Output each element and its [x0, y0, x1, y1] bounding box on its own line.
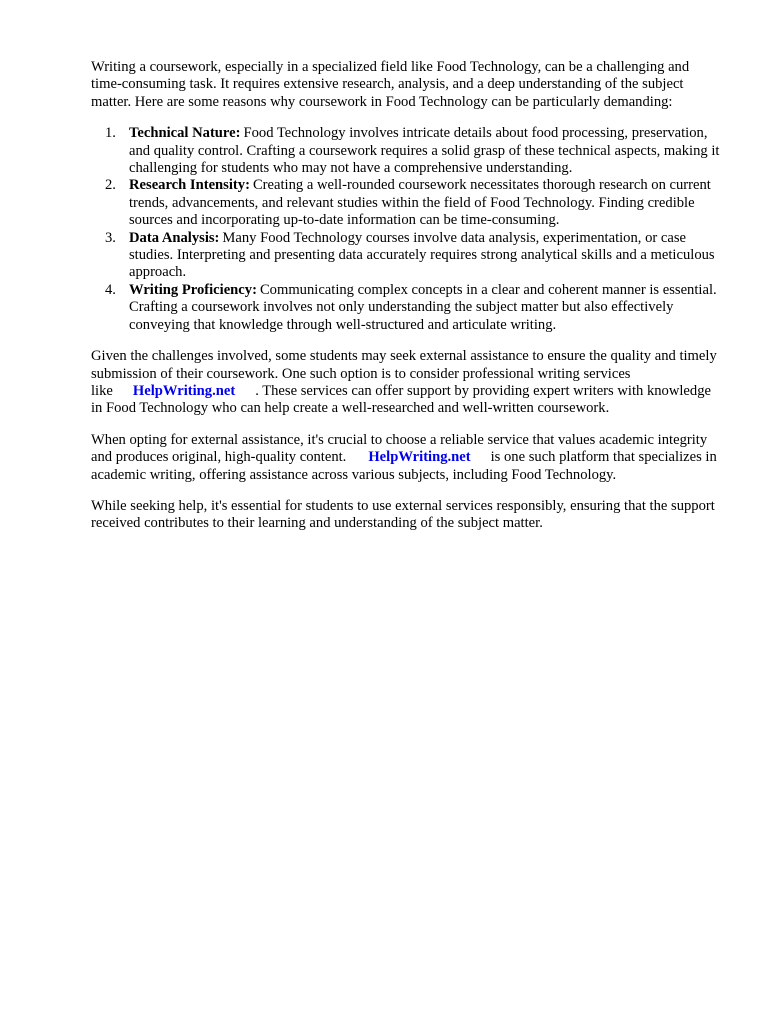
reliable-service-paragraph [91, 432, 721, 484]
list-text: Food Technology involves intricate details about food processing, preservation, and quality control. Crafting a coursework requires a solid grasp of these technical aspects, making it challenging for students who may not have a comprehensive understanding. [129, 125, 720, 177]
paragraph-text: is one such platform that specializes in academic writing, offering assistance across various subjects, including Food Technology. [91, 449, 717, 483]
list-item [91, 230, 721, 282]
list-item [91, 177, 721, 229]
list-number: 3. [105, 229, 116, 246]
list-number: 4. [105, 281, 116, 298]
assistance-paragraph [91, 348, 721, 418]
list-item [91, 282, 721, 334]
list-text: Creating a well-rounded coursework necessitates thorough research on current trends, advancements, and relevant studies within the field of Food Technology. Finding credible sources and incorporating up-to-date information can be time-consuming. [129, 177, 711, 229]
paragraph-text: . These services can offer support by providing expert writers with knowledge in Food Technology who can help create a well-researched and well-written coursework. [91, 382, 711, 417]
list-text: Communicating complex concepts in a clear and coherent manner is essential. Crafting a coursework involves not only understanding the subject matter but also effectively conveying that knowledge through well-structured and articulate writing. [129, 281, 717, 333]
paragraph-text: When opting for external assistance, it's crucial to choose a reliable service that values academic integrity and produces original, high-quality content. [91, 431, 708, 466]
list-term: Writing Proficiency: [129, 281, 257, 298]
list-number: 2. [105, 177, 116, 194]
closing-paragraph: While seeking help, it's essential for students to use external services responsibly, ensuring that the support received contributes to their learning and understanding of the subject matter. [91, 497, 715, 532]
list-term: Technical Nature: [129, 125, 241, 142]
list-number: 1. [105, 125, 116, 142]
helpwriting-link[interactable]: HelpWriting.net [132, 382, 236, 399]
paragraph-text: Given the challenges involved, some students may seek external assistance to ensure the quality and timely submission of their coursework. One such option is to consider professional writing services like [91, 348, 717, 399]
list-term: Research Intensity: [129, 177, 250, 194]
list-term: Data Analysis: [129, 229, 220, 246]
reasons-list [91, 125, 721, 334]
intro-paragraph: Writing a coursework, especially in a specialized field like Food Technology, can be a challenging and time-consuming task. It requires extensive research, analysis, and a deep understanding of the subject matter. Here are some reasons why coursework in Food Technology can be particularly demanding: [91, 59, 690, 110]
list-text: Many Food Technology courses involve data analysis, experimentation, or case studies. Interpreting and presenting data accurately requires strong analytical skills and a meticulous approach. [129, 229, 715, 281]
document-body [91, 59, 721, 547]
helpwriting-link[interactable]: HelpWriting.net [368, 449, 471, 466]
list-item [91, 125, 721, 177]
